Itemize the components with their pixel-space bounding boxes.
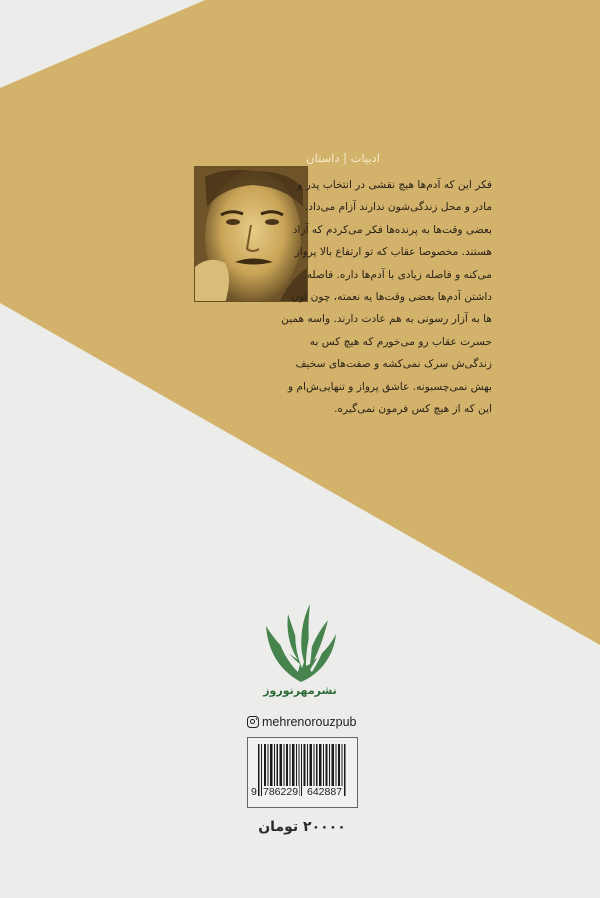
blurb-line: مادر و محل زندگی‌شون ندارند آزام می‌داد. bbox=[304, 201, 492, 214]
isbn-group-2: 642887 bbox=[307, 786, 343, 798]
blurb-line: زندگی‌ش سرک نمی‌کشه و صفت‌های سخیف bbox=[295, 358, 492, 371]
instagram-icon bbox=[247, 716, 259, 728]
blurb-line: بهش نمی‌چسبونه. عاشق پرواز و تنهایی‌ش‌ام و bbox=[287, 380, 492, 393]
author-portrait bbox=[194, 166, 308, 302]
instagram-handle-row bbox=[247, 714, 357, 730]
isbn-number bbox=[248, 786, 359, 800]
blurb-line: فکر این که آدم‌ها هیچ نقشی در انتخاب پدر و bbox=[297, 179, 492, 191]
isbn-first-digit: 9 bbox=[251, 786, 257, 798]
price-label: ۲۰۰۰۰ تومان bbox=[258, 819, 346, 835]
category-label: ادبیات | داستان bbox=[306, 151, 380, 165]
portrait-image bbox=[195, 167, 308, 302]
flame-leaf-logo-icon bbox=[262, 602, 340, 684]
blurb-line: ها به آزار رسونی به هم عادت دارند. واسه همین bbox=[281, 313, 492, 326]
blurb-line: این که از هیچ کس فرمون نمی‌گیره. bbox=[334, 403, 492, 416]
blurb-line: داشتن آدم‌ها بعضی وقت‌ها یه نعمته، چون اون bbox=[291, 291, 492, 304]
instagram-handle: mehrenorouzpub bbox=[262, 715, 357, 729]
blurb-line: حسرت عقاب رو می‌خورم که هیچ کس به bbox=[309, 335, 492, 348]
isbn-group-1: 786229 bbox=[263, 786, 299, 798]
isbn-barcode bbox=[247, 737, 358, 808]
blurb-line: می‌کنه و فاصله زیادی با آدم‌ها داره. فاصله bbox=[306, 268, 492, 281]
blurb-line: بعضی وقت‌ها به پرنده‌ها فکر می‌کردم که آزاد bbox=[292, 223, 492, 236]
publisher-name: نشرمهرنوروز bbox=[263, 684, 337, 697]
blurb-line: هستند. مخصوصا عقاب که تو ارتفاع بالا پرواز bbox=[294, 246, 492, 259]
back-cover-blurb bbox=[281, 174, 492, 420]
